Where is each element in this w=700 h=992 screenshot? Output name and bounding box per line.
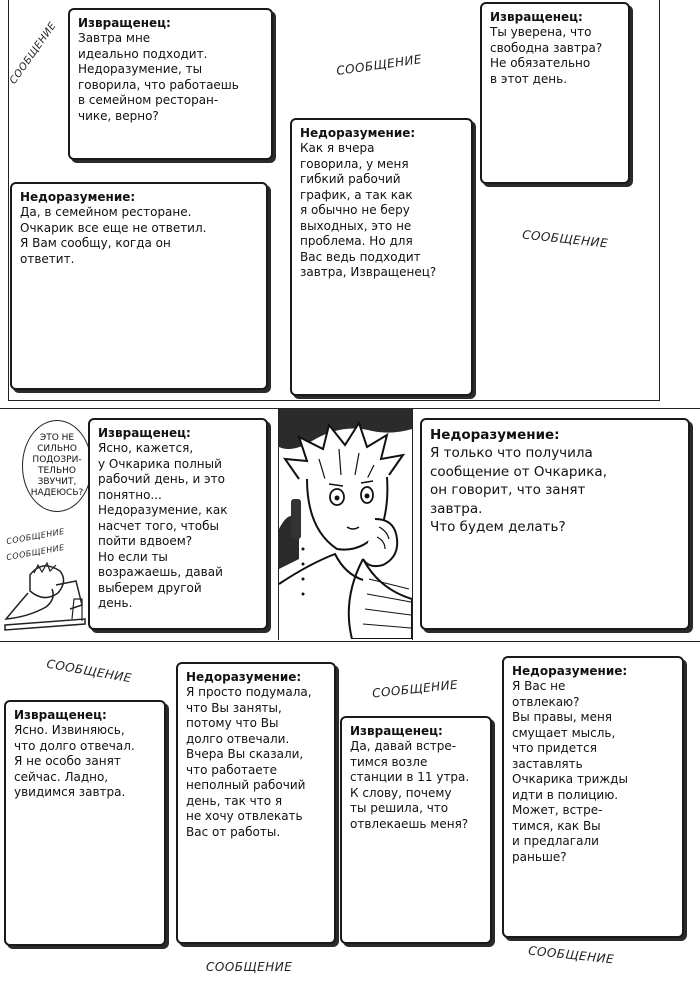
message-text: Да, давай встре- тимся возле станции в 11 утра. К слову, почему ты решила, что отвлекаешь меня? <box>350 739 470 831</box>
message-text: Как я вчера говорила, у меня гибкий рабочий график, а так как я обычно не беру выходных, это не проблема. Но для Вас ведь подходит завтра, Извращенец? <box>300 141 437 279</box>
message-sender: Недоразумение: <box>430 427 560 443</box>
message-sender: Извращенец: <box>350 724 443 738</box>
message-box <box>4 700 166 946</box>
message-sender: Извращенец: <box>490 10 583 24</box>
speech-bubble-text: ЭТО НЕ СИЛЬНО ПОДОЗРИ- ТЕЛЬНО ЗВУЧИТ, НАДЕЮСЬ? <box>30 433 84 498</box>
message-text: Ты уверена, что свободна завтра? Не обязательно в этот день. <box>490 25 603 86</box>
sound-effect-text: СООБЩЕНИЕ <box>5 526 66 547</box>
message-sender: Извращенец: <box>98 426 191 440</box>
message-box <box>290 118 473 396</box>
message-box <box>176 662 336 944</box>
message-sender: Недоразумение: <box>20 190 136 204</box>
message-box <box>10 182 268 390</box>
message-box <box>480 2 630 184</box>
message-text: Я Вас не отвлекаю? Вы правы, меня смущает мысль, что придется заставлять Очкарика трижды идти в полицию. Может, встре- тимся, как Вы и предлагали раньше? <box>512 679 628 864</box>
message-text: Завтра мне идеально подходит. Недоразумение, ты говорила, что работаешь в семейном ресторан- чике, верно? <box>78 31 239 123</box>
speech-bubble <box>22 420 92 512</box>
sound-effect-text: СООБЩЕНИЕ <box>335 52 423 78</box>
message-sender: Извращенец: <box>14 708 107 722</box>
sound-effect-text: СООБЩЕНИЕ <box>521 227 609 251</box>
panel-middle-divider-right <box>412 408 413 640</box>
sound-effect-text: СООБЩЕНИЕ <box>206 960 293 974</box>
message-text: Да, в семейном ресторане. Очкарик все еще не ответил. Я Вам сообщу, когда он ответит. <box>20 205 207 266</box>
character-portrait <box>279 409 412 639</box>
sound-effect-text: СООБЩЕНИЕ <box>527 943 615 967</box>
message-sender: Недоразумение: <box>300 126 416 140</box>
sound-effect-text: СООБЩЕНИЕ <box>8 20 59 87</box>
message-sender: Извращенец: <box>78 16 171 30</box>
message-box <box>340 716 492 944</box>
sound-effect-text: СООБЩЕНИЕ <box>371 677 459 701</box>
message-text: Я только что получила сообщение от Очкарика, он говорит, что занят завтра. Что будем делать? <box>430 445 607 535</box>
message-box <box>420 418 690 630</box>
message-text: Ясно. Извиняюсь, что долго отвечал. Я не особо занят сейчас. Ладно, увидимся завтра. <box>14 723 135 799</box>
message-sender: Недоразумение: <box>512 664 628 678</box>
sound-effect-text: СООБЩЕНИЕ <box>45 656 133 686</box>
character-sketch-small <box>0 555 95 640</box>
message-box <box>502 656 684 938</box>
message-sender: Недоразумение: <box>186 670 302 684</box>
message-text: Я просто подумала, что Вы заняты, потому что Вы долго отвечали. Вчера Вы сказали, что работаете неполный рабочий день, так что я не хочу отвлекать Вас от работы. <box>186 685 312 839</box>
message-box <box>68 8 273 160</box>
message-text: Ясно, кажется, у Очкарика полный рабочий день, и это понятно... Недоразумение, как насчет того, чтобы пойти вдвоем? Но если ты возражаешь, давай выберем другой день. <box>98 441 228 610</box>
message-box <box>88 418 268 630</box>
sound-effect-text: СООБЩЕНИЕ <box>5 542 66 563</box>
